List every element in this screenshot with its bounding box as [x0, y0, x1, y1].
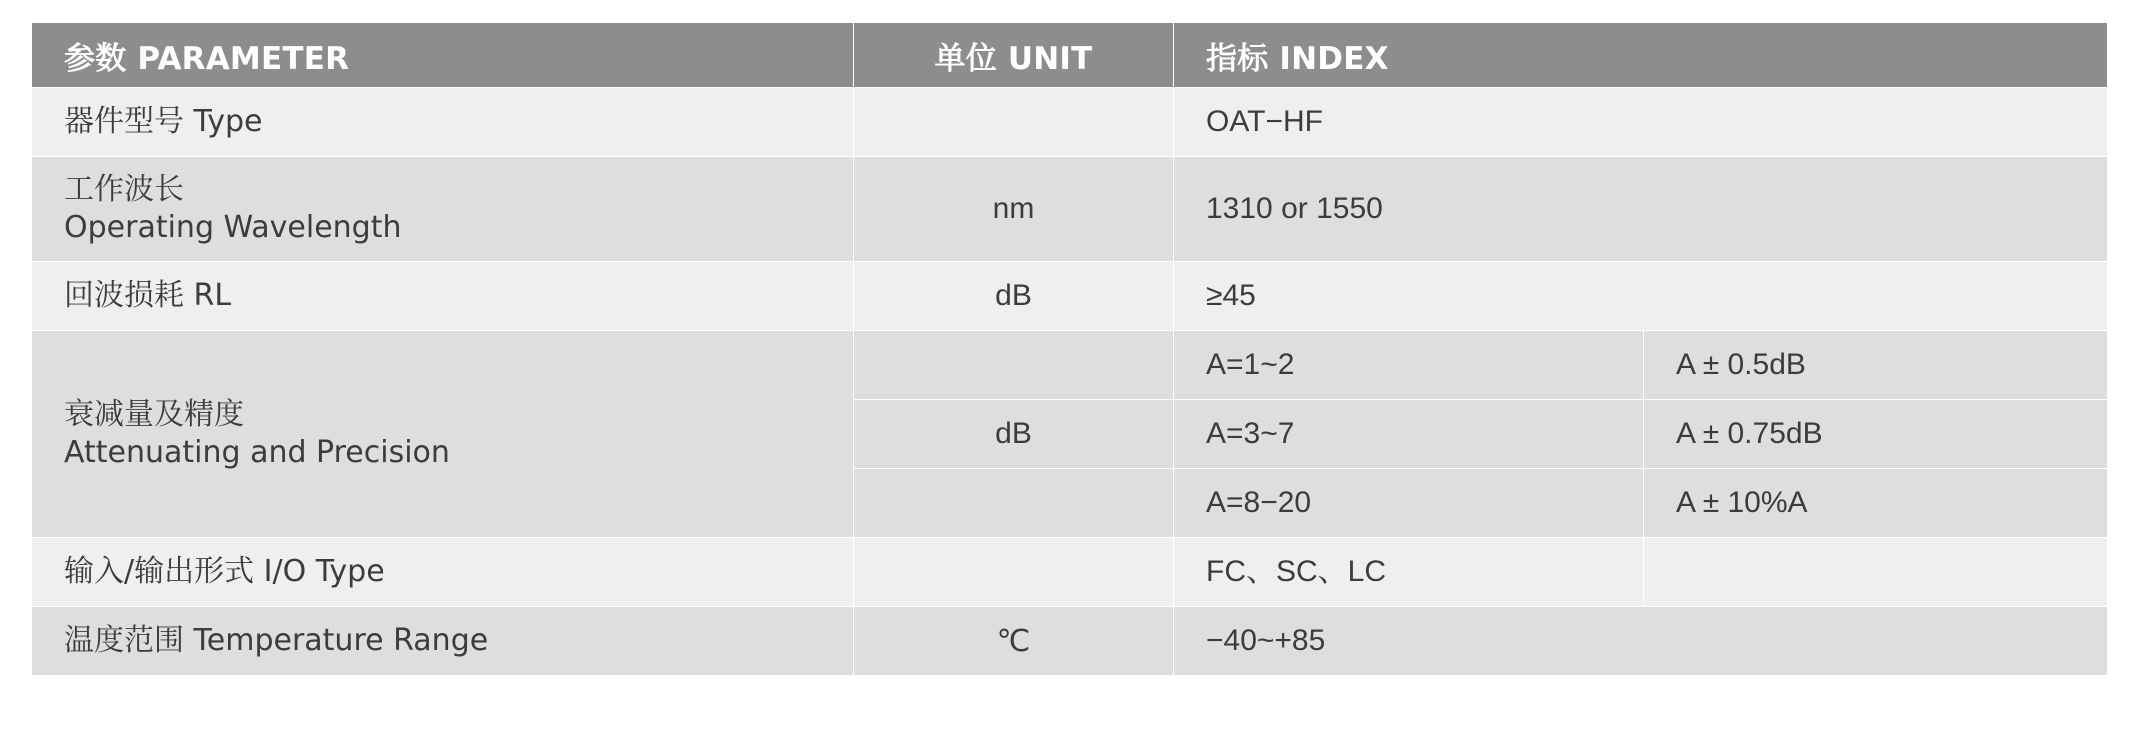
- parameter-label-cn: 工作波长: [64, 171, 184, 207]
- table-row: [32, 262, 2108, 331]
- table-header-row: [32, 23, 2108, 88]
- column-header-parameter: 参数 PARAMETER: [32, 23, 854, 88]
- cell-unit-temperature-range: ℃: [854, 607, 1174, 676]
- cell-index-attenuation-2: A=3~7: [1174, 400, 1644, 469]
- cell-index-temperature-range: −40~+85: [1174, 607, 2108, 676]
- cell-precision-2: A ± 0.75dB: [1644, 400, 2108, 469]
- cell-parameter-type: 器件型号 Type: [32, 88, 854, 157]
- cell-unit-return-loss: dB: [854, 262, 1174, 331]
- cell-parameter-return-loss: 回波损耗 RL: [32, 262, 854, 331]
- table-row: [32, 331, 2108, 400]
- cell-index-io-type: FC、SC、LC: [1174, 538, 1644, 607]
- table-row: [32, 157, 2108, 262]
- cell-index-attenuation-3: A=8−20: [1174, 469, 1644, 538]
- table-header: [32, 23, 2108, 88]
- cell-parameter-temperature-range: 温度范围 Temperature Range: [32, 607, 854, 676]
- cell-parameter-attenuating-precision: [32, 331, 854, 538]
- cell-unit-attenuating-precision-3: [854, 469, 1174, 538]
- cell-parameter-operating-wavelength: [32, 157, 854, 262]
- cell-index-type: OAT−HF: [1174, 88, 2108, 157]
- column-header-unit: 单位 UNIT: [854, 23, 1174, 88]
- table-row: [32, 607, 2108, 676]
- cell-index-attenuation-1: A=1~2: [1174, 331, 1644, 400]
- parameter-label-en: Attenuating and Precision: [64, 435, 450, 470]
- table-row: [32, 538, 2108, 607]
- table-body: [32, 88, 2108, 676]
- cell-unit-io-type: [854, 538, 1174, 607]
- cell-index2-io-type: [1644, 538, 2108, 607]
- cell-index-operating-wavelength: 1310 or 1550: [1174, 157, 2108, 262]
- cell-unit-type: [854, 88, 1174, 157]
- parameter-label-cn: 衰减量及精度: [64, 396, 244, 432]
- cell-unit-attenuating-precision-1: [854, 331, 1174, 400]
- cell-precision-1: A ± 0.5dB: [1644, 331, 2108, 400]
- cell-index-return-loss: ≥45: [1174, 262, 2108, 331]
- cell-unit-operating-wavelength: nm: [854, 157, 1174, 262]
- column-header-index: 指标 INDEX: [1174, 23, 2108, 88]
- cell-unit-attenuating-precision-2: dB: [854, 400, 1174, 469]
- cell-parameter-io-type: 输入/输出形式 I/O Type: [32, 538, 854, 607]
- table-row: [32, 88, 2108, 157]
- cell-precision-3: A ± 10%A: [1644, 469, 2108, 538]
- specification-table: [31, 22, 2108, 676]
- parameter-label-en: Operating Wavelength: [64, 210, 402, 245]
